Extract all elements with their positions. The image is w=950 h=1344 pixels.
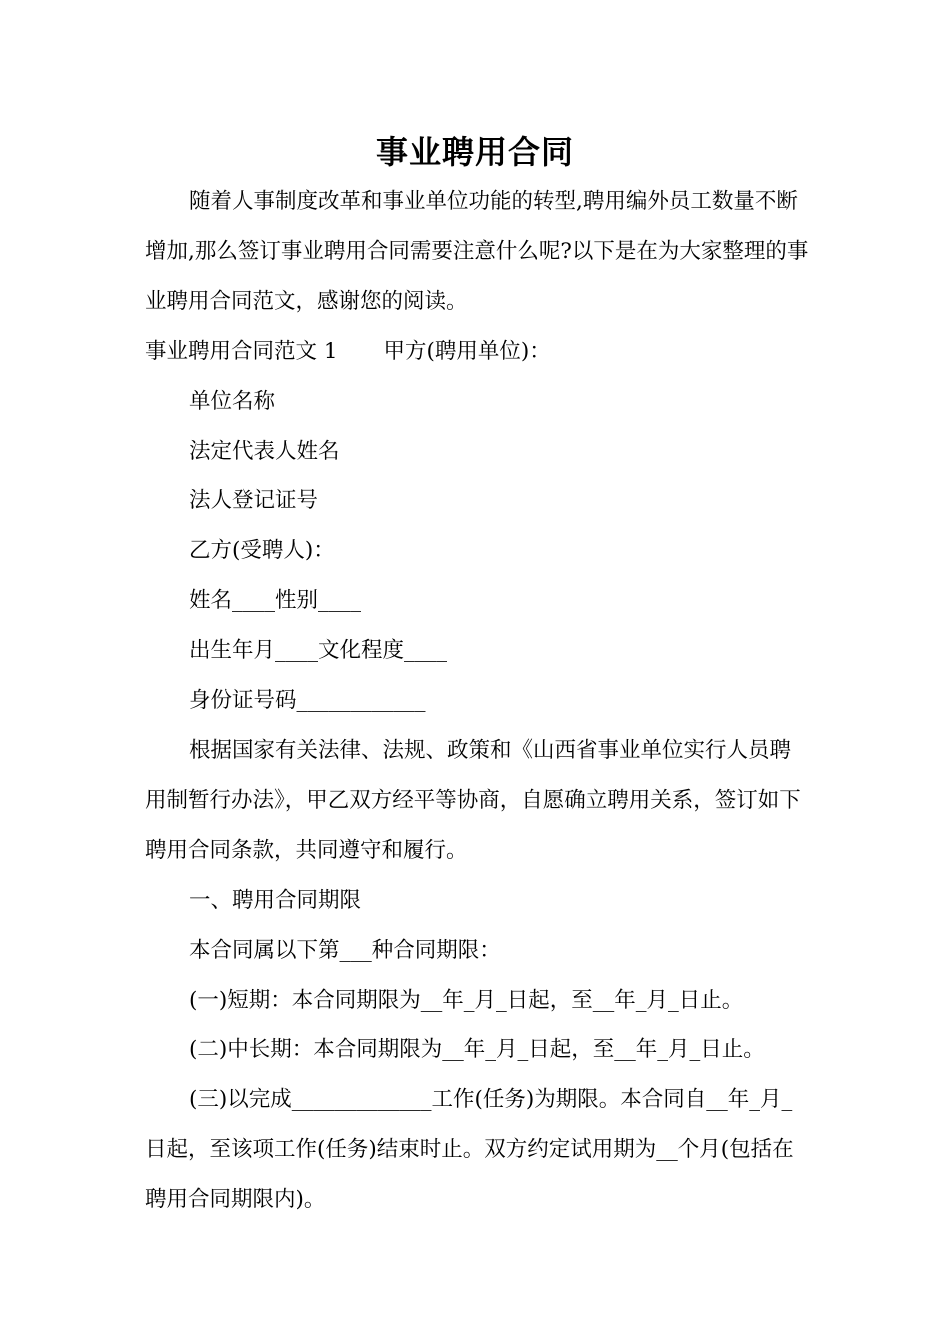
sample-heading-line [145, 327, 810, 377]
intro-paragraph: 随着人事制度改革和事业单位功能的转型,聘用编外员工数量不断增加,那么签订事业聘用合同需要注意什么呢?以下是在为大家整理的事业聘用合同范文，感谢您的阅读。 [145, 189, 809, 314]
party-b-label: 乙方(受聘人)： [189, 538, 335, 564]
field-name-gender: 姓名____性别____ [189, 588, 362, 614]
term-medium: (二)中长期：本合同期限为__年_月_日起，至__年_月_日止。 [189, 1037, 765, 1063]
field-registration-number: 法人登记证号 [189, 488, 319, 514]
document-title: 事业聘用合同 [375, 133, 574, 171]
sample-heading: 事业聘用合同范文 1 [145, 338, 338, 364]
document-body [145, 177, 810, 1225]
field-id-number: 身份证号码____________ [189, 688, 426, 714]
field-unit-name: 单位名称 [189, 388, 276, 414]
field-legal-representative: 法定代表人姓名 [189, 438, 340, 464]
term-task: (三)以完成_____________工作(任务)为期限。本合同自__年_月_日起，至该项工作(任务)结束时止。双方约定试用期为__个月(包括在聘用合同期限内)。 [145, 1087, 794, 1213]
party-a-label: 甲方(聘用单位)： [383, 338, 551, 364]
term-intro: 本合同属以下第___种合同期限： [189, 937, 501, 963]
preamble-paragraph: 根据国家有关法律、法规、政策和《山西省事业单位实行人员聘用制暂行办法》，甲乙双方经平等协商，自愿确立聘用关系，签订如下聘用合同条款，共同遵守和履行。 [145, 737, 801, 863]
field-birth-education: 出生年月____文化程度____ [189, 638, 448, 664]
term-short: (一)短期：本合同期限为__年_月_日起，至__年_月_日止。 [189, 987, 744, 1013]
section-1-title: 一、聘用合同期限 [189, 887, 362, 913]
